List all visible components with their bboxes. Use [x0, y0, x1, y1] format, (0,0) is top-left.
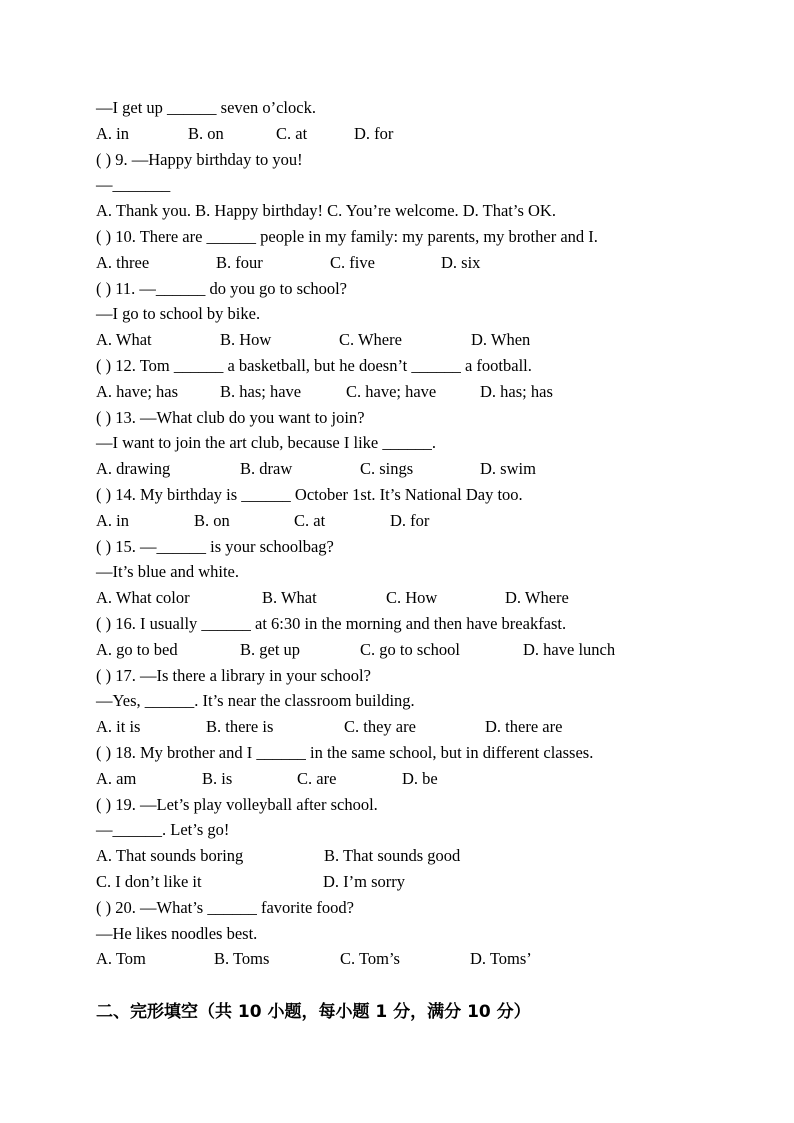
answer-option: C. How [386, 588, 438, 608]
answer-option: C. go to school [360, 639, 460, 659]
answer-option: C. at [276, 123, 308, 143]
answer-option: D. for [354, 123, 394, 143]
answer-option: B. is [202, 768, 233, 788]
question-line: ( ) 20. —What’s ______ favorite food? [96, 897, 354, 917]
question-line: —He likes noodles best. [96, 923, 258, 943]
answer-option: D. be [402, 768, 438, 788]
answer-option: D. have lunch [523, 639, 616, 659]
options-row [96, 843, 716, 869]
options-row [96, 637, 716, 663]
exam-page [96, 95, 716, 972]
answer-option: A. in [96, 123, 129, 143]
question-line: A. Thank you. B. Happy birthday! C. You’re welcome. D. That’s OK. [96, 201, 556, 221]
options-row [96, 456, 716, 482]
question-line: ( ) 18. My brother and I ______ in the same school, but in different classes. [96, 742, 594, 762]
answer-option: C. sings [360, 459, 414, 479]
answer-option: D. Where [505, 588, 569, 608]
question-line: ( ) 14. My birthday is ______ October 1st. It’s National Day too. [96, 484, 523, 504]
question-line: ( ) 15. —______ is your schoolbag? [96, 536, 334, 556]
question-line: ( ) 9. —Happy birthday to you! [96, 149, 303, 169]
answer-option: B. How [220, 330, 272, 350]
options-row [96, 250, 716, 276]
question-line: ( ) 17. —Is there a library in your school? [96, 665, 371, 685]
options-row [96, 946, 716, 972]
answer-option: D. I’m sorry [323, 871, 406, 891]
options-row [96, 508, 716, 534]
answer-option: A. in [96, 510, 129, 530]
answer-option: B. That sounds good [324, 846, 461, 866]
answer-option: C. they are [344, 717, 416, 737]
question-line: —I go to school by bike. [96, 304, 261, 324]
answer-option: C. Where [339, 330, 402, 350]
answer-option: B. draw [240, 459, 293, 479]
options-row [96, 766, 716, 792]
question-line: —It’s blue and white. [96, 562, 239, 582]
question-line: ( ) 16. I usually ______ at 6:30 in the morning and then have breakfast. [96, 613, 567, 633]
answer-option: B. What [262, 588, 317, 608]
answer-option: C. Tom’s [340, 949, 400, 969]
options-row [96, 714, 716, 740]
question-line: ( ) 10. There are ______ people in my family: my parents, my brother and I. [96, 226, 598, 246]
answer-option: A. have; has [96, 381, 179, 401]
answer-option: B. on [194, 510, 230, 530]
answer-option: A. am [96, 768, 137, 788]
options-row [96, 379, 716, 405]
answer-option: D. has; has [480, 381, 553, 401]
options-row [96, 327, 716, 353]
options-row [96, 121, 716, 147]
options-row [96, 869, 716, 895]
answer-option: B. there is [206, 717, 274, 737]
answer-option: A. go to bed [96, 639, 178, 659]
answer-option: B. get up [240, 639, 301, 659]
question-line: —______. Let’s go! [96, 820, 230, 840]
answer-option: A. Tom [96, 949, 146, 969]
answer-option: A. What color [96, 588, 190, 608]
question-line: ( ) 13. —What club do you want to join? [96, 407, 365, 427]
answer-option: D. When [471, 330, 531, 350]
answer-option: D. six [441, 252, 481, 272]
answer-option: A. three [96, 252, 150, 272]
answer-option: A. What [96, 330, 152, 350]
section-title: 二、完形填空（共 10 小题，每小题 1 分，满分 10 分） [96, 1002, 531, 1022]
answer-option: C. I don’t like it [96, 871, 202, 891]
answer-option: C. are [297, 768, 337, 788]
answer-option: C. have; have [346, 381, 437, 401]
answer-option: B. Toms [214, 949, 270, 969]
question-line: ( ) 11. —______ do you go to school? [96, 278, 347, 298]
answer-option: D. Toms’ [470, 949, 532, 969]
answer-option: B. four [216, 252, 263, 272]
answer-option: B. has; have [220, 381, 302, 401]
question-line: ( ) 12. Tom ______ a basketball, but he doesn’t ______ a football. [96, 355, 532, 375]
question-line: —I want to join the art club, because I like ______. [96, 433, 436, 453]
question-line: —I get up ______ seven o’clock. [96, 98, 316, 117]
answer-option: C. at [294, 510, 326, 530]
answer-option: D. for [390, 510, 430, 530]
question-line: ( ) 19. —Let’s play volleyball after school. [96, 794, 378, 814]
answer-option: A. drawing [96, 459, 171, 479]
answer-option: A. it is [96, 717, 141, 737]
answer-option: C. five [330, 252, 375, 272]
answer-option: D. swim [480, 459, 536, 479]
options-row [96, 585, 716, 611]
answer-option: B. on [188, 123, 224, 143]
answer-option: A. That sounds boring [96, 846, 244, 866]
question-line: —Yes, ______. It’s near the classroom building. [96, 691, 415, 711]
question-line: —_______ [96, 175, 171, 195]
answer-option: D. there are [485, 717, 563, 737]
